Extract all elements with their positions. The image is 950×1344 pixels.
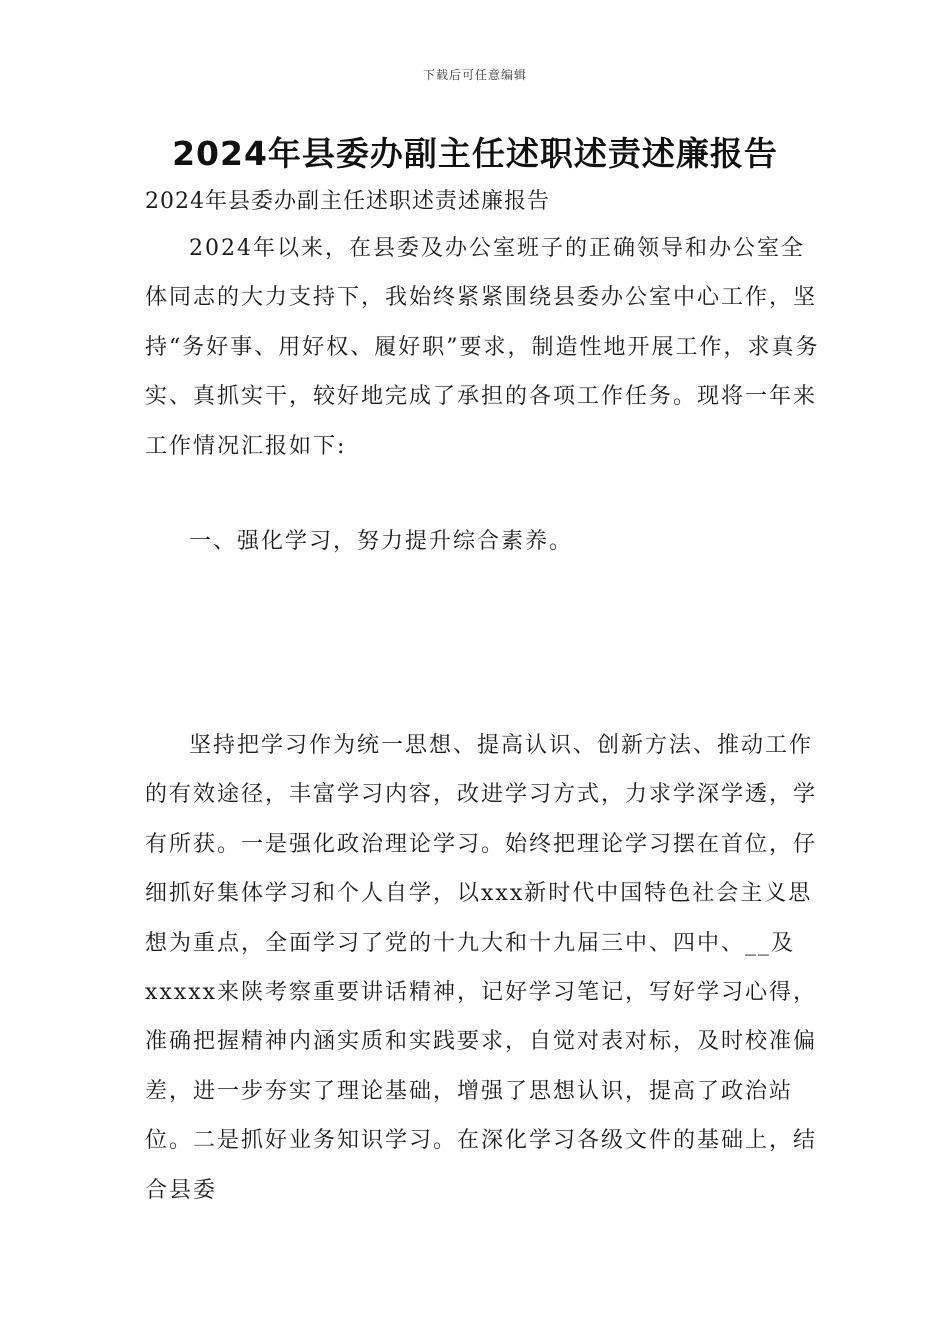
document-title: 2024年县委办副主任述职述责述廉报告 [172,134,778,173]
body-paragraph: 坚持把学习作为统一思想、提高认识、创新方法、推动工作的有效途径，丰富学习内容，改进学习方式，力求学深学透，学有所获。一是强化政治理论学习。始终把理论学习摆在首位，仔细抓好集体学习和个人自学，以xxx新时代中国特色社会主义思想为重点，全面学习了党的十九大和十九届三中、四中、__及xxxxx来陕考察重要讲话精神，记好学习笔记，写好学习心得，准确把握精神内涵实质和实践要求，自觉对表对标，及时校准偏差，进一步夯实了理论基础，增强了思想认识，提高了政治站位。二是抓好业务知识学习。在深化学习各级文件的基础上，结合县委 [145,733,818,1203]
intro-paragraph: 2024年以来，在县委及办公室班子的正确领导和办公室全体同志的大力支持下，我始终紧紧围绕县委办公室中心工作，坚持“务好事、用好权、履好职”要求，制造性地开展工作，求真务实、真抓实干，较好地完成了承担的各项工作任务。现将一年来工作情况汇报如下: [145,236,820,459]
header-note: 下载后可任意编辑 [422,68,527,82]
document-subtitle: 2024年县委办副主任述职述责述廉报告 [145,189,550,214]
section-heading: 一、强化学习，努力提升综合素养。 [189,529,574,554]
